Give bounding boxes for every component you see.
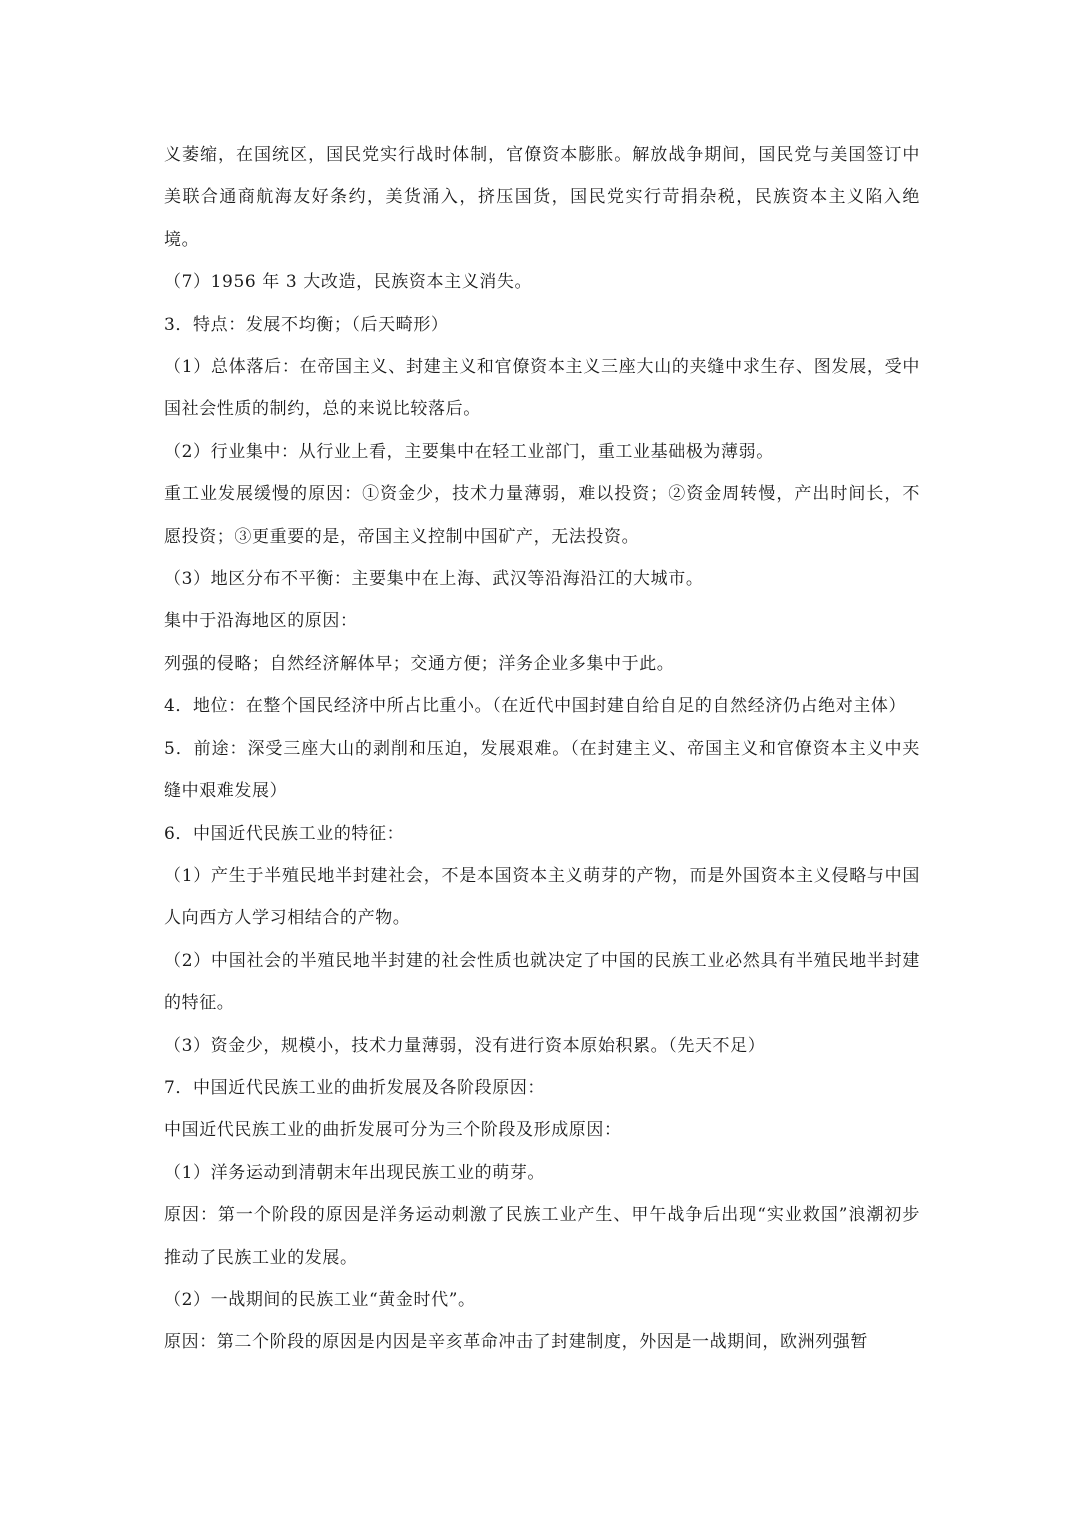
paragraph: 集中于沿海地区的原因： bbox=[164, 611, 358, 632]
paragraph: 列强的侵略；自然经济解体早；交通方便；洋务企业多集中于此。 bbox=[164, 653, 675, 674]
paragraph: 重工业发展缓慢的原因：①资金少，技术力量薄弱，难以投资；②资金周转慢，产出时间长，不愿投资；③更重要的是，帝国主义控制中国矿产，无法投资。 bbox=[164, 484, 920, 547]
paragraph: 义萎缩，在国统区，国民党实行战时体制，官僚资本膨胀。解放战争期间，国民党与美国签订中美联合通商航海友好条约，美货涌入，挤压国货，国民党实行苛捐杂税，民族资本主义陷入绝境。 bbox=[164, 145, 920, 250]
paragraph: 4．地位：在整个国民经济中所占比重小。（在近代中国封建自给自足的自然经济仍占绝对主体） bbox=[164, 696, 907, 717]
paragraph: （3）资金少，规模小，技术力量薄弱，没有进行资本原始积累。（先天不足） bbox=[164, 1035, 766, 1056]
document-body bbox=[164, 134, 920, 1364]
paragraph: （2）行业集中：从行业上看，主要集中在轻工业部门，重工业基础极为薄弱。 bbox=[164, 441, 774, 462]
paragraph: 原因：第一个阶段的原因是洋务运动刺激了民族工业产生、甲午战争后出现“实业救国”浪潮初步推动了民族工业的发展。 bbox=[164, 1205, 920, 1268]
paragraph: 3．特点：发展不均衡；（后天畸形） bbox=[164, 314, 449, 335]
paragraph: 7．中国近代民族工业的曲折发展及各阶段原因： bbox=[164, 1077, 546, 1098]
paragraph: （3）地区分布不平衡：主要集中在上海、武汉等沿海沿江的大城市。 bbox=[164, 569, 704, 590]
paragraph: （2）一战期间的民族工业“黄金时代”。 bbox=[164, 1289, 476, 1310]
paragraph: （1）产生于半殖民地半封建社会，不是本国资本主义萌芽的产物，而是外国资本主义侵略与中国人向西方人学习相结合的产物。 bbox=[164, 865, 920, 929]
paragraph: 6．中国近代民族工业的特征： bbox=[164, 823, 405, 844]
paragraph: 中国近代民族工业的曲折发展可分为三个阶段及形成原因： bbox=[164, 1120, 622, 1141]
paragraph: （1）总体落后：在帝国主义、封建主义和官僚资本主义三座大山的夹缝中求生存、图发展，受中国社会性质的制约，总的来说比较落后。 bbox=[164, 357, 920, 420]
paragraph: 原因：第二个阶段的原因是内因是辛亥革命冲击了封建制度，外因是一战期间，欧洲列强暂 bbox=[164, 1332, 868, 1353]
paragraph: （7）1956 年 3 大改造，民族资本主义消失。 bbox=[164, 272, 533, 293]
paragraph: （2）中国社会的半殖民地半封建的社会性质也就决定了中国的民族工业必然具有半殖民地半封建的特征。 bbox=[164, 950, 920, 1014]
paragraph: （1）洋务运动到清朝末年出现民族工业的萌芽。 bbox=[164, 1162, 546, 1183]
paragraph: 5．前途：深受三座大山的剥削和压迫，发展艰难。（在封建主义、帝国主义和官僚资本主义中夹缝中艰难发展） bbox=[164, 738, 920, 802]
